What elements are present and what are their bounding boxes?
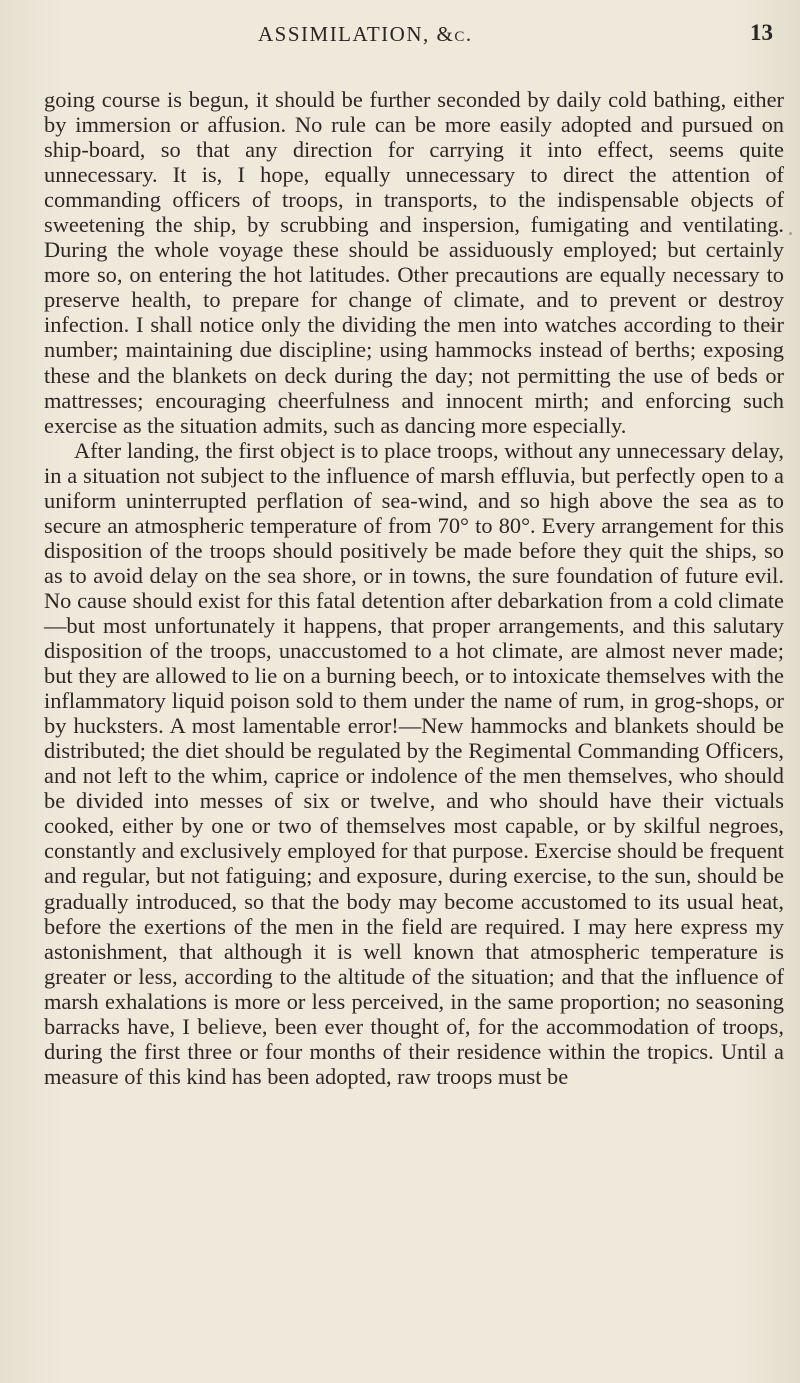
paragraph-1: going course is begun, it should be further seconded by daily cold bathing, either by immersion or affusion. No rule can be more easily adopted and pursued on ship-board, so that any direction for carrying it into effect, seems quite unnecessary. It is, I hope, equally unnecessary to direct the attention of commanding officers of troops, in transports, to the indispensable objects of sweetening the ship, by scrubbing and inspersion, fumigating and ventilating. During the whole voyage these should be assiduously employed; but certainly more so, on entering the hot latitudes. Other precautions are equally necessary to preserve health, to prepare for change of climate, and to prevent or destroy infection. I shall notice only the dividing the men into watches according to their number; maintaining due discipline; using hammocks instead of berths; exposing these and the blankets on deck during the day; not permitting the use of beds or mattresses; encouraging cheerfulness and innocent mirth; and enforcing such exercise as the situation admits, such as dancing more especially. [44,87,784,438]
page-number: 13 [750,20,773,45]
running-head [0,20,800,50]
body-text [44,87,784,1089]
paper-spot [789,232,792,235]
running-title: ASSIMILATION, &c. [258,22,473,46]
paper-spot [770,325,775,330]
paragraph-2: After landing, the first object is to place troops, without any unnecessary delay, in a situation not subject to the influence of marsh effluvia, but perfectly open to a uniform uninterrupted perflation of sea-wind, and so high above the sea as to secure an atmospheric temperature of from 70° to 80°. Every arrangement for this disposition of the troops should positively be made before they quit the ships, so as to avoid delay on the sea shore, or in towns, the sure foundation of future evil. No cause should exist for this fatal detention after debarkation from a cold climate—but most unfortunately it happens, that proper arrangements, and this salutary disposition of the troops, unaccustomed to a hot climate, are almost never made; but they are allowed to lie on a burning beech, or to intoxicate themselves with the inflammatory liquid poison sold to them under the name of rum, in grog-shops, or by hucksters. A most lamentable error!—New hammocks and blankets should be distributed; the diet should be regulated by the Regimental Commanding Officers, and not left to the whim, caprice or indolence of the men themselves, who should be divided into messes of six or twelve, and who should have their victuals cooked, either by one or two of themselves most capable, or by skilful negroes, constantly and exclusively employed for that purpose. Exercise should be frequent and regular, but not fatiguing; and exposure, during exercise, to the sun, should be gradually introduced, so that the body may become accustomed to its usual heat, before the exertions of the men in the field are required. I may here express my astonishment, that although it is well known that atmospheric temperature is greater or less, according to the altitude of the situation; and that the influence of marsh exhalations is more or less perceived, in the same proportion; no seasoning barracks have, I believe, been ever thought of, for the accommodation of troops, during the first three or four months of their residence within the tropics. Until a measure of this kind has been adopted, raw troops must be [44,437,784,1089]
